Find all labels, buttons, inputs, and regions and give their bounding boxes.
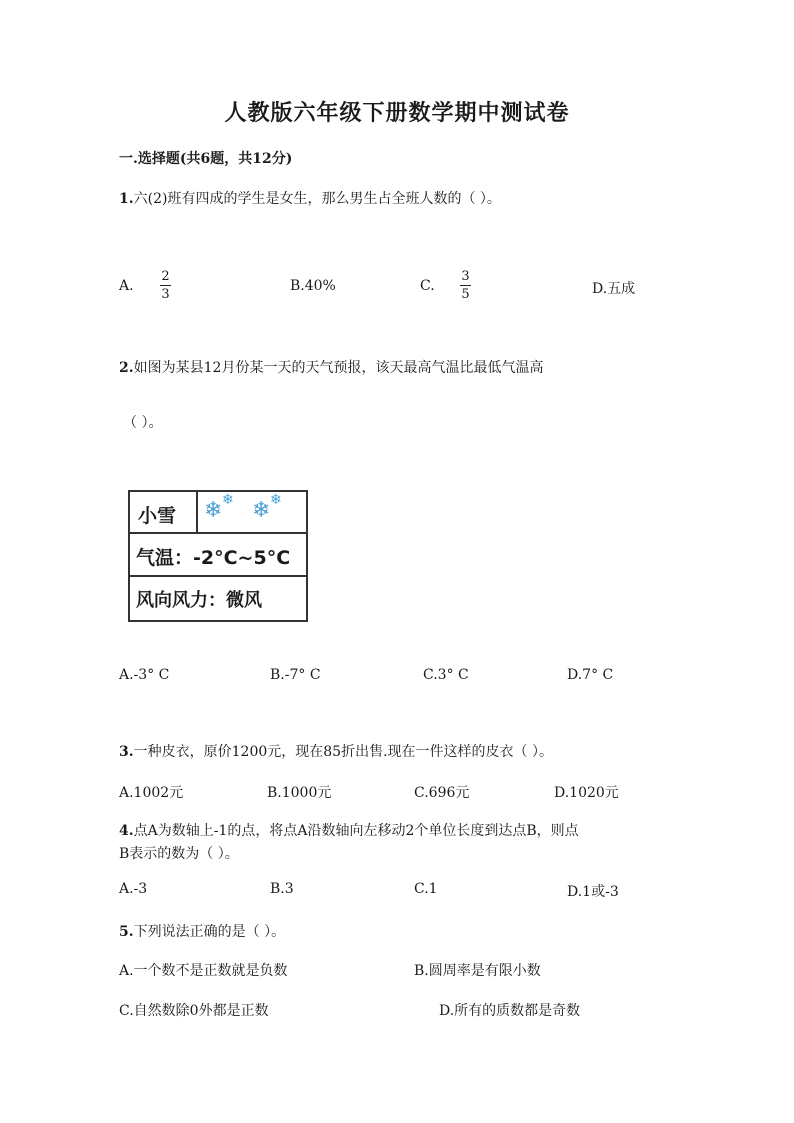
q5-option-b: B.圆周率是有限小数: [414, 963, 541, 979]
q2-option-a: A.-3° C: [119, 667, 170, 683]
question-4-number: 4.: [119, 823, 134, 839]
q1-option-b: B.40%: [290, 278, 336, 294]
q5-option-c: C.自然数除0外都是正数: [119, 1003, 269, 1019]
question-5: [119, 921, 285, 941]
q2-option-d: D.7° C: [567, 667, 614, 683]
weather-forecast-image: [128, 490, 308, 622]
weather-condition: 小雪: [138, 505, 177, 527]
question-3-text: 一种皮衣，原价1200元，现在85折出售.现在一件这样的皮衣（ ）。: [133, 744, 553, 760]
question-5-number: 5.: [119, 924, 134, 940]
weather-temperature: 气温：-2°C~5°C: [136, 547, 291, 569]
weather-wind: 风向风力：微风: [136, 590, 262, 611]
fraction-bar: [460, 285, 471, 286]
q3-option-a: A.1002元: [119, 785, 184, 801]
question-1: [119, 188, 501, 208]
q4-option-a: A.-3: [119, 881, 148, 897]
question-1-number: 1.: [119, 191, 134, 207]
question-4-text-line-1: 点A为数轴上-1的点，将点A沿数轴向左移动2个单位长度到达点B，则点: [133, 823, 579, 839]
q1-option-c-label: C.: [420, 278, 435, 294]
q4-option-d: D.1或-3: [567, 884, 619, 900]
q1-option-a-fraction: [160, 270, 171, 301]
q3-option-c: C.696元: [414, 785, 470, 801]
question-3: [119, 741, 553, 761]
q1-option-d: D.五成: [592, 281, 636, 297]
q5-option-a: A.一个数不是正数就是负数: [119, 963, 288, 979]
q5-option-d: D.所有的质数都是奇数: [439, 1003, 581, 1019]
question-4: [119, 820, 579, 840]
fraction-bar: [160, 285, 171, 286]
weather-row-wind: [130, 577, 306, 618]
q1-option-c-fraction: [460, 270, 471, 301]
q1-option-c-denominator: 5: [461, 287, 470, 302]
question-2-text: 如图为某县12月份某一天的天气预报，该天最高气温比最低气温高: [133, 360, 544, 376]
question-2-blank: （ ）。: [123, 415, 163, 431]
question-4-text-line-2: B表示的数为（ ）。: [119, 846, 239, 862]
weather-divider: [196, 492, 198, 532]
q2-option-b: B.-7° C: [270, 667, 321, 683]
question-1-text: 六(2)班有四成的学生是女生，那么男生占全班人数的（ ）。: [133, 191, 501, 207]
snowflake-icon: ❄: [270, 492, 282, 508]
weather-row-temperature: [130, 534, 306, 577]
question-2-number: 2.: [119, 360, 134, 376]
q1-option-c-numerator: 3: [461, 269, 470, 284]
question-2: [119, 357, 543, 377]
q1-option-a-label: A.: [119, 278, 134, 294]
question-3-number: 3.: [119, 744, 134, 760]
weather-row-condition: [130, 492, 306, 534]
q2-option-c: C.3° C: [423, 667, 469, 683]
q4-option-b: B.3: [270, 881, 294, 897]
q3-option-d: D.1020元: [554, 785, 619, 801]
snowflake-icon: ❄: [252, 498, 271, 523]
q4-option-c: C.1: [414, 881, 438, 897]
q3-option-b: B.1000元: [267, 785, 332, 801]
section-heading: 一.选择题(共6题，共12分): [119, 151, 293, 167]
q1-option-a-denominator: 3: [161, 287, 170, 302]
snowflake-icon: ❄: [204, 498, 223, 523]
page-title: 人教版六年级下册数学期中测试卷: [224, 100, 570, 126]
question-5-text: 下列说法正确的是（ ）。: [133, 924, 286, 940]
snowflake-icon: ❄: [222, 492, 234, 508]
q1-option-a-numerator: 2: [161, 269, 170, 284]
